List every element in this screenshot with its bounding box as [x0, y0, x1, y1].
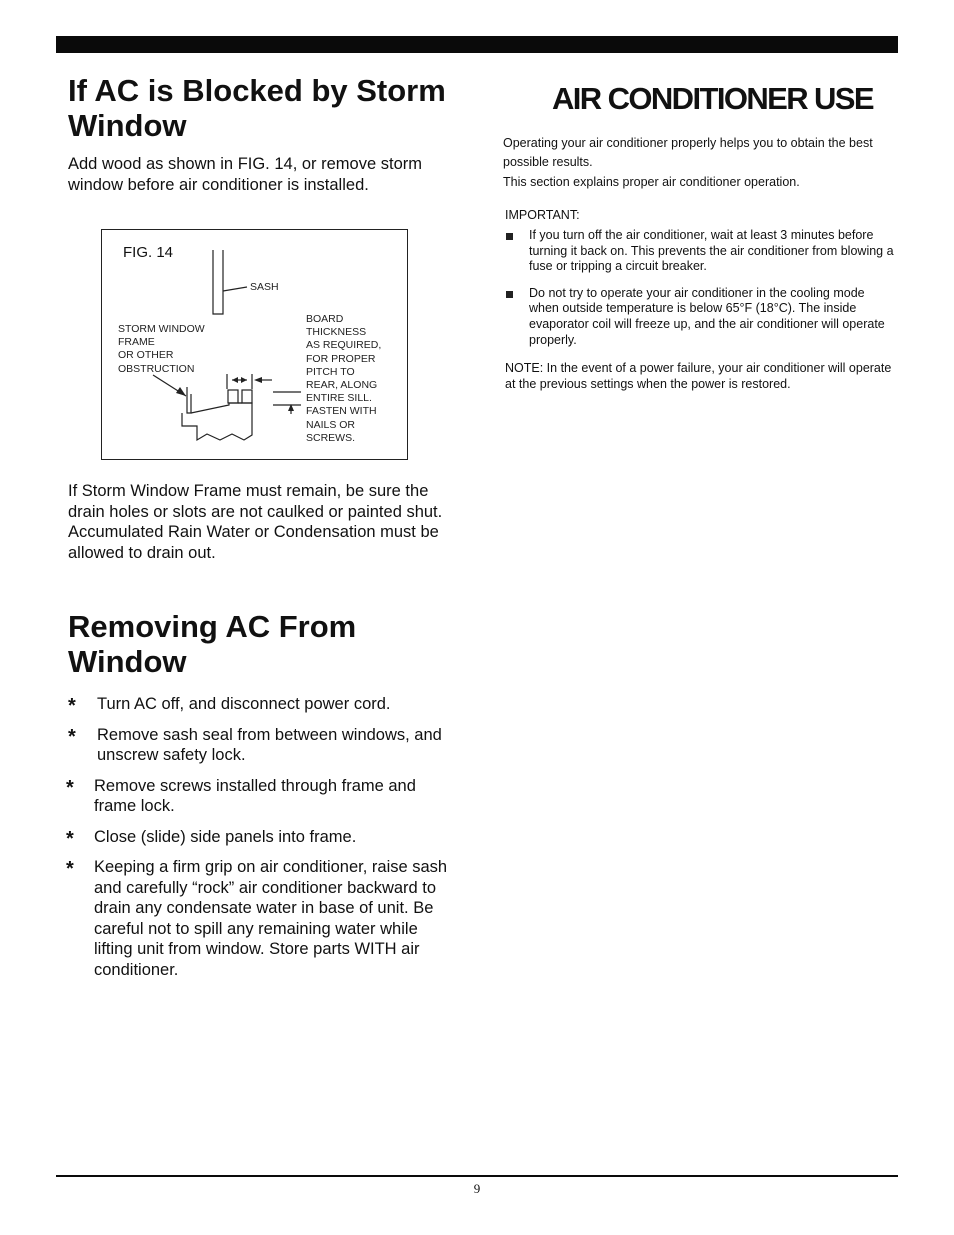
storm-frame-post — [187, 387, 191, 413]
asterisk-bullet: * — [66, 827, 74, 850]
removal-steps-list — [68, 694, 458, 990]
header-bar — [56, 36, 898, 53]
asterisk-bullet: * — [68, 695, 76, 717]
figure-label: FIG. 14 — [123, 244, 174, 261]
asterisk-bullet: * — [68, 725, 76, 748]
board-block-left — [228, 390, 238, 403]
important-list — [505, 228, 895, 359]
list-item: Do not try to operate your air conditioner in the cooling mode when outside temperature is below 65°F (18°C). The inside evaporator coil will freeze up, and the air conditioner will operate properly. — [505, 286, 895, 348]
list-item: * Close (slide) side panels into frame. — [66, 827, 357, 850]
board-block-right — [242, 390, 252, 403]
ac-use-intro: Operating your air conditioner properly helps you to obtain the best possible results. — [503, 136, 873, 169]
sash-shape — [213, 250, 223, 314]
page-number: 9 — [473, 1181, 481, 1196]
list-item: * Remove screws installed through frame and frame lock. — [66, 776, 416, 815]
sash-leader — [223, 287, 247, 291]
square-bullet-icon — [506, 291, 513, 298]
power-failure-note: NOTE: In the event of a power failure, your air conditioner will operate at the previous settings when the power is restored. — [505, 361, 892, 391]
storm-frame-label: STORM WINDOW FRAME OR OTHER OBSTRUCTION — [118, 323, 205, 375]
list-item: If you turn off the air conditioner, wait at least 3 minutes before turning it back on. This prevents the air conditioner from blowing a fuse or tripping a circuit breaker. — [505, 228, 895, 275]
storm-window-note: If Storm Window Frame must remain, be sure the drain holes or slots are not caulked or painted shut. Accumulated Rain Water or Condensation must be allowed to drain out. — [68, 482, 443, 562]
asterisk-bullet: * — [66, 858, 74, 880]
sill-shape — [182, 403, 252, 440]
asterisk-bullet: * — [66, 776, 74, 799]
removing-ac-heading: Removing AC From Window — [68, 609, 357, 679]
footer-rule — [56, 1175, 898, 1177]
list-item: * Keeping a firm grip on air conditioner, raise sash and carefully “rock” air conditioner backward to drain any condensate water in base of unit. Be careful not to spill any remaining water while lifting unit from window. Store parts WITH air conditioner. — [66, 858, 448, 979]
figure-14 — [101, 229, 408, 460]
storm-window-intro: Add wood as shown in FIG. 14, or remove storm window before air conditioner is installed. — [68, 155, 422, 194]
sash-label: SASH — [250, 281, 279, 293]
list-item: * Remove sash seal from between windows, and unscrew safety lock. — [68, 725, 442, 764]
list-item: * Turn AC off, and disconnect power cord. — [68, 695, 391, 717]
storm-window-heading: If AC is Blocked by Storm Window — [68, 73, 446, 143]
ac-use-intro-2: This section explains proper air conditioner operation. — [503, 175, 800, 189]
important-label: IMPORTANT: — [505, 208, 580, 222]
ac-use-heading: AIR CONDITIONER USE — [552, 81, 873, 116]
board-label: BOARD THICKNESS AS REQUIRED, FOR PROPER PITCH TO REAR, ALONG ENTIRE SILL. FASTEN WITH NAILS OR SCREWS. — [306, 313, 382, 444]
square-bullet-icon — [506, 233, 513, 240]
